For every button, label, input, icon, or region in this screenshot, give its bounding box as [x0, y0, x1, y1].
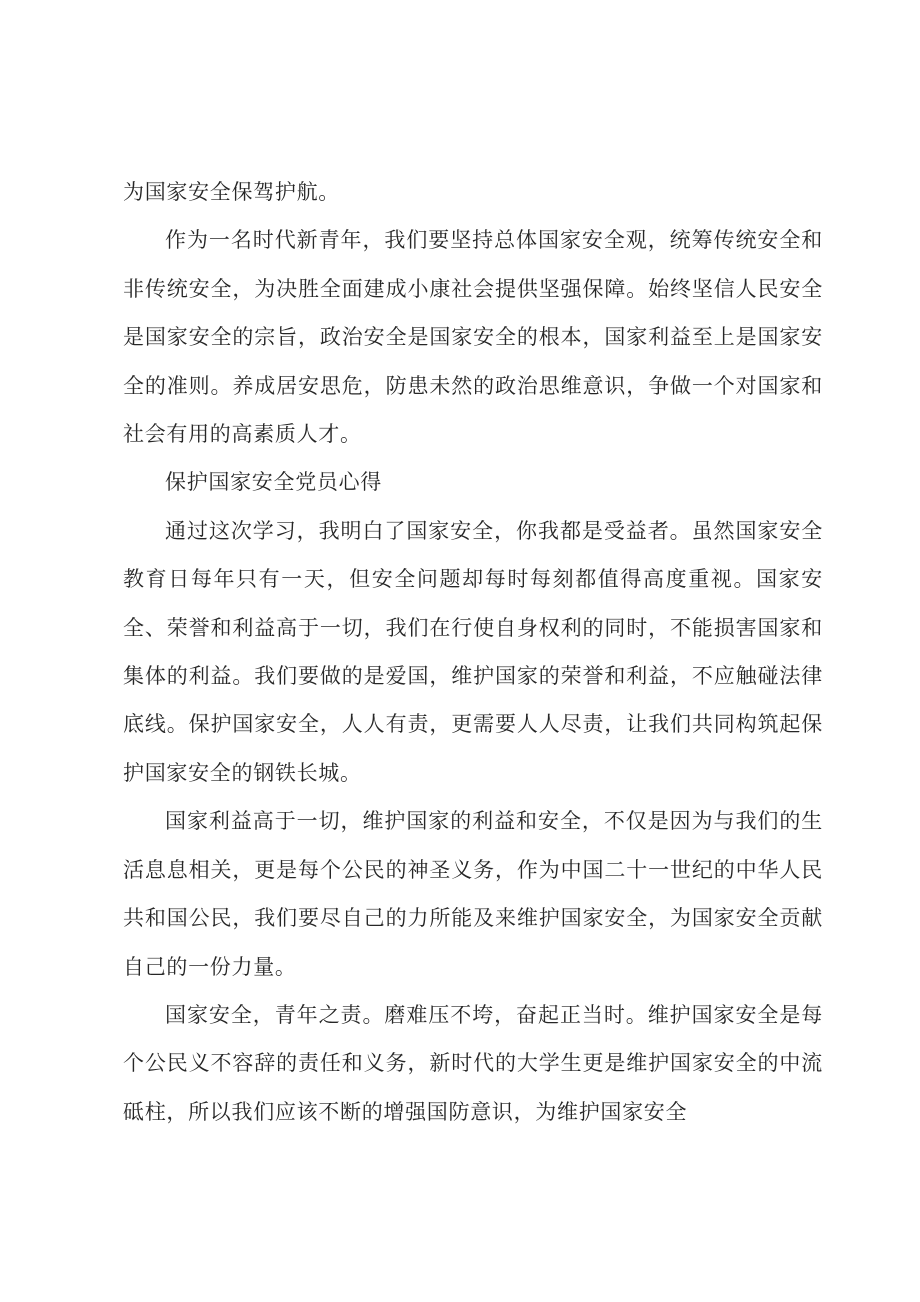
paragraph-continuation: 为国家安全保驾护航。 — [123, 180, 340, 204]
document-body — [123, 168, 823, 1136]
paragraph-national-interest: 国家利益高于一切，维护国家的利益和安全，不仅是因为与我们的生活息息相关，更是每个公民的神圣义务，作为中国二十一世纪的中华人民共和国公民，我们要尽自己的力所能及来维护国家安全，为国家安全贡献自己的一份力量。 — [123, 809, 823, 979]
section-heading: 保护国家安全党员心得 — [165, 470, 382, 495]
paragraph-study-reflection: 通过这次学习，我明白了国家安全，你我都是受益者。虽然国家安全教育日每年只有一天，但安全问题却每时每刻都值得高度重视。国家安全、荣誉和利益高于一切，我们在行使自身权利的同时，不能损害国家和集体的利益。我们要做的是爱国，维护国家的荣誉和利益，不应触碰法律底线。保护国家安全，人人有责，更需要人人尽责，让我们共同构筑起保护国家安全的钢铁长城。 — [123, 518, 823, 785]
paragraph-youth-responsibility: 国家安全，青年之责。磨难压不垮，奋起正当时。维护国家安全是每个公民义不容辞的责任和义务，新时代的大学生更是维护国家安全的中流砥柱，所以我们应该不断的增强国防意识，为维护国家安全 — [123, 1002, 823, 1124]
paragraph-new-youth: 作为一名时代新青年，我们要坚持总体国家安全观，统筹传统安全和非传统安全，为决胜全面建成小康社会提供坚强保障。始终坚信人民安全是国家安全的宗旨，政治安全是国家安全的根本，国家利益至上是国家安全的准则。养成居安思危，防患未然的政治思维意识，争做一个对国家和社会有用的高素质人才。 — [123, 228, 823, 447]
